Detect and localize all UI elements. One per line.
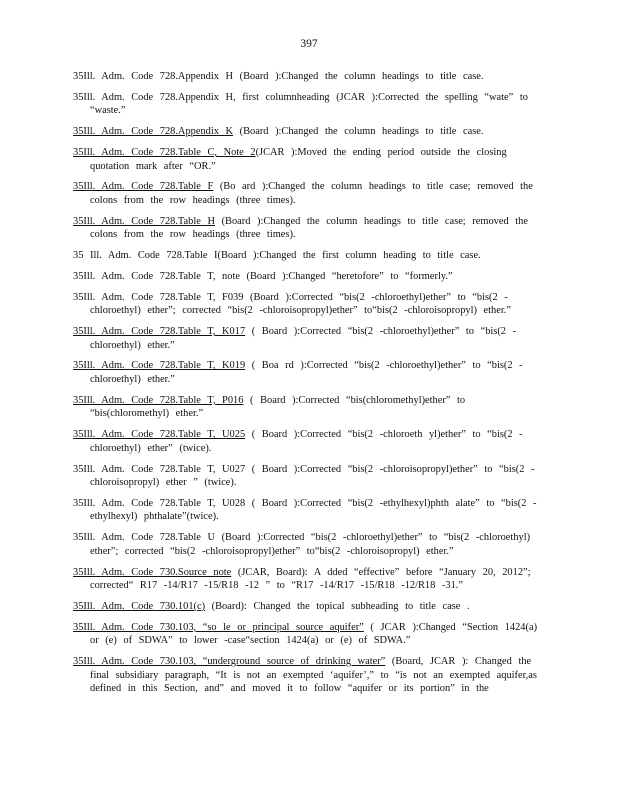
amendment-text: (JCAR, Board): A dded “effective” before “January 20, 2012”; corrected“ R17 -14/R17 -15/R18 -12 ” to “R17 -14/R17 -15/R18 -12/R18 -31.” xyxy=(90,566,531,592)
amendment-text: ( Board ):Corrected “bis(2 -ethylhexyl)phth alate” to “bis(2 -ethylhexyl) phthalate”(twice). xyxy=(90,497,537,523)
amendment-text: (JCAR ):Moved the ending period outside the closing quotation mark after “OR.” xyxy=(90,146,507,172)
code-citation: 35Ill. Adm. Code 728.Table T, U025 xyxy=(73,429,246,441)
amendment-text: ( Boa rd ):Corrected “bis(2 -chloroethyl)ether” to “bis(2 -chloroethyl) ether.” xyxy=(90,360,523,385)
amendment-entry xyxy=(73,249,543,263)
amendment-entry xyxy=(73,566,543,593)
amendment-text: note (Board ):Changed “heretofore” to “formerly.” xyxy=(215,270,453,282)
amendment-entry xyxy=(73,125,543,139)
amendment-entry xyxy=(73,531,543,558)
code-citation: 35Ill. Adm. Code 728.Appendix K xyxy=(73,126,234,138)
code-citation: 35 Ill. Adm. Code 728.Table I xyxy=(73,250,218,262)
amendment-entry xyxy=(73,463,543,490)
code-citation: 35Ill. Adm. Code 730.103, “so le or principal source aquifer” xyxy=(73,621,364,633)
amendment-text: ( Board ):Corrected “bis(chloromethyl)ether” to “bis(chloromethyl) ether.” xyxy=(90,394,466,420)
amendment-entry xyxy=(73,621,543,648)
amendment-text: (Board): Changed the topical subheading to title case . xyxy=(205,601,470,612)
code-citation: 35Ill. Adm. Code 728.Table U xyxy=(73,532,215,544)
amendment-list xyxy=(73,70,543,703)
amendment-text: (Board ):Corrected “bis(2 -chloroethyl)ether” to “bis(2 -chloroethyl) ether”; corrected “bis(2 -chloroisopropyl)ether” to“bis(2 -chloroisopropyl) ether.” xyxy=(90,532,531,557)
amendment-text: (Board ):Changed the column headings to title case; removed the colons from the row headings (three times). xyxy=(90,215,528,241)
page-number: 397 xyxy=(300,38,318,50)
amendment-text: ( Board ):Corrected “bis(2 -chloroisopropyl)ether” to “bis(2 -chloroisopropyl) ether ” (twice). xyxy=(90,463,535,489)
code-citation: 35Ill. Adm. Code 728.Table T, U027 xyxy=(73,463,246,475)
amendment-text: first columnheading (JCAR ):Corrected the spelling “wate” to “waste.” xyxy=(90,91,528,117)
code-citation: 35Ill. Adm. Code 728.Table T, xyxy=(73,291,216,303)
code-citation: 35Ill. Adm. Code 730.101(c) xyxy=(73,601,206,612)
amendment-entry xyxy=(73,270,543,284)
amendment-text: (Board ):Changed the first column heading to title case. xyxy=(217,250,481,262)
amendment-entry xyxy=(73,655,543,696)
amendment-text: ( Board ):Corrected “bis(2 -chloroeth yl)ether” to “bis(2 -chloroethyl) ether” (twice). xyxy=(90,429,523,454)
code-citation: 35Ill. Adm. Code 728.Table T, K019 xyxy=(73,360,246,372)
code-citation: 35Ill. Adm. Code 728.Appendix H, xyxy=(73,91,236,103)
code-citation: 35Ill. Adm. Code 730.Source note xyxy=(73,566,232,578)
amendment-entry xyxy=(73,146,543,173)
amendment-entry xyxy=(73,70,543,84)
code-citation: 35Ill. Adm. Code 728.Table T, U028 xyxy=(73,497,246,509)
amendment-entry xyxy=(73,325,543,352)
amendment-entry xyxy=(73,215,543,242)
code-citation: 35Ill. Adm. Code 728.Table H xyxy=(73,215,215,227)
amendment-text: (Board, JCAR ): Changed the final subsidiary paragraph, “It is not an exempted ‘aquifer’,” to “is not an exempted aquifer,as defined in this Section, and” and moved it to follow “aquifer or its portion” in the xyxy=(90,656,537,695)
code-citation: 35Ill. Adm. Code 728.Table C, Note 2 xyxy=(73,146,256,158)
amendment-entry xyxy=(73,600,543,614)
code-citation: 35Ill. Adm. Code 728.Table T, P016 xyxy=(73,394,244,406)
amendment-text: (Board ):Changed the column headings to title case. xyxy=(233,71,484,82)
amendment-text: ( JCAR ):Changed “Section 1424(a) or (e) of SDWA” to lower -case“section 1424(a) or (e) of SDWA.” xyxy=(90,621,538,647)
amendment-entry xyxy=(73,359,543,386)
amendment-entry xyxy=(73,394,543,421)
amendment-entry xyxy=(73,497,543,524)
amendment-entry xyxy=(73,291,543,318)
code-citation: 35Ill. Adm. Code 728.Table T, K017 xyxy=(73,326,246,337)
amendment-text: ( Board ):Corrected “bis(2 -chloroethyl)ether” to “bis(2 -chloroethyl) ether.” xyxy=(90,326,517,351)
code-citation: 35Ill. Adm. Code 730.103, “underground source of drinking water” xyxy=(73,656,386,668)
code-citation: 35Ill. Adm. Code 728.Table F xyxy=(73,181,214,193)
amendment-text: (Board ):Changed the column headings to title case. xyxy=(233,126,484,138)
amendment-entry xyxy=(73,428,543,455)
code-citation: 35Ill. Adm. Code 728.Appendix H xyxy=(73,71,234,82)
amendment-text: (Bo ard ):Changed the column headings to title case; removed the colons from the row headings (three times). xyxy=(90,181,533,206)
code-citation: 35Ill. Adm. Code 728.Table T, xyxy=(73,270,216,282)
amendment-text: F039 (Board ):Corrected “bis(2 -chloroethyl)ether” to “bis(2 -chloroethyl) ether”; corrected “bis(2 -chloroisopropyl)ether” to“bis(2 -chloroisopropyl) ether.” xyxy=(90,291,511,317)
amendment-entry xyxy=(73,180,543,207)
amendment-entry xyxy=(73,91,543,118)
